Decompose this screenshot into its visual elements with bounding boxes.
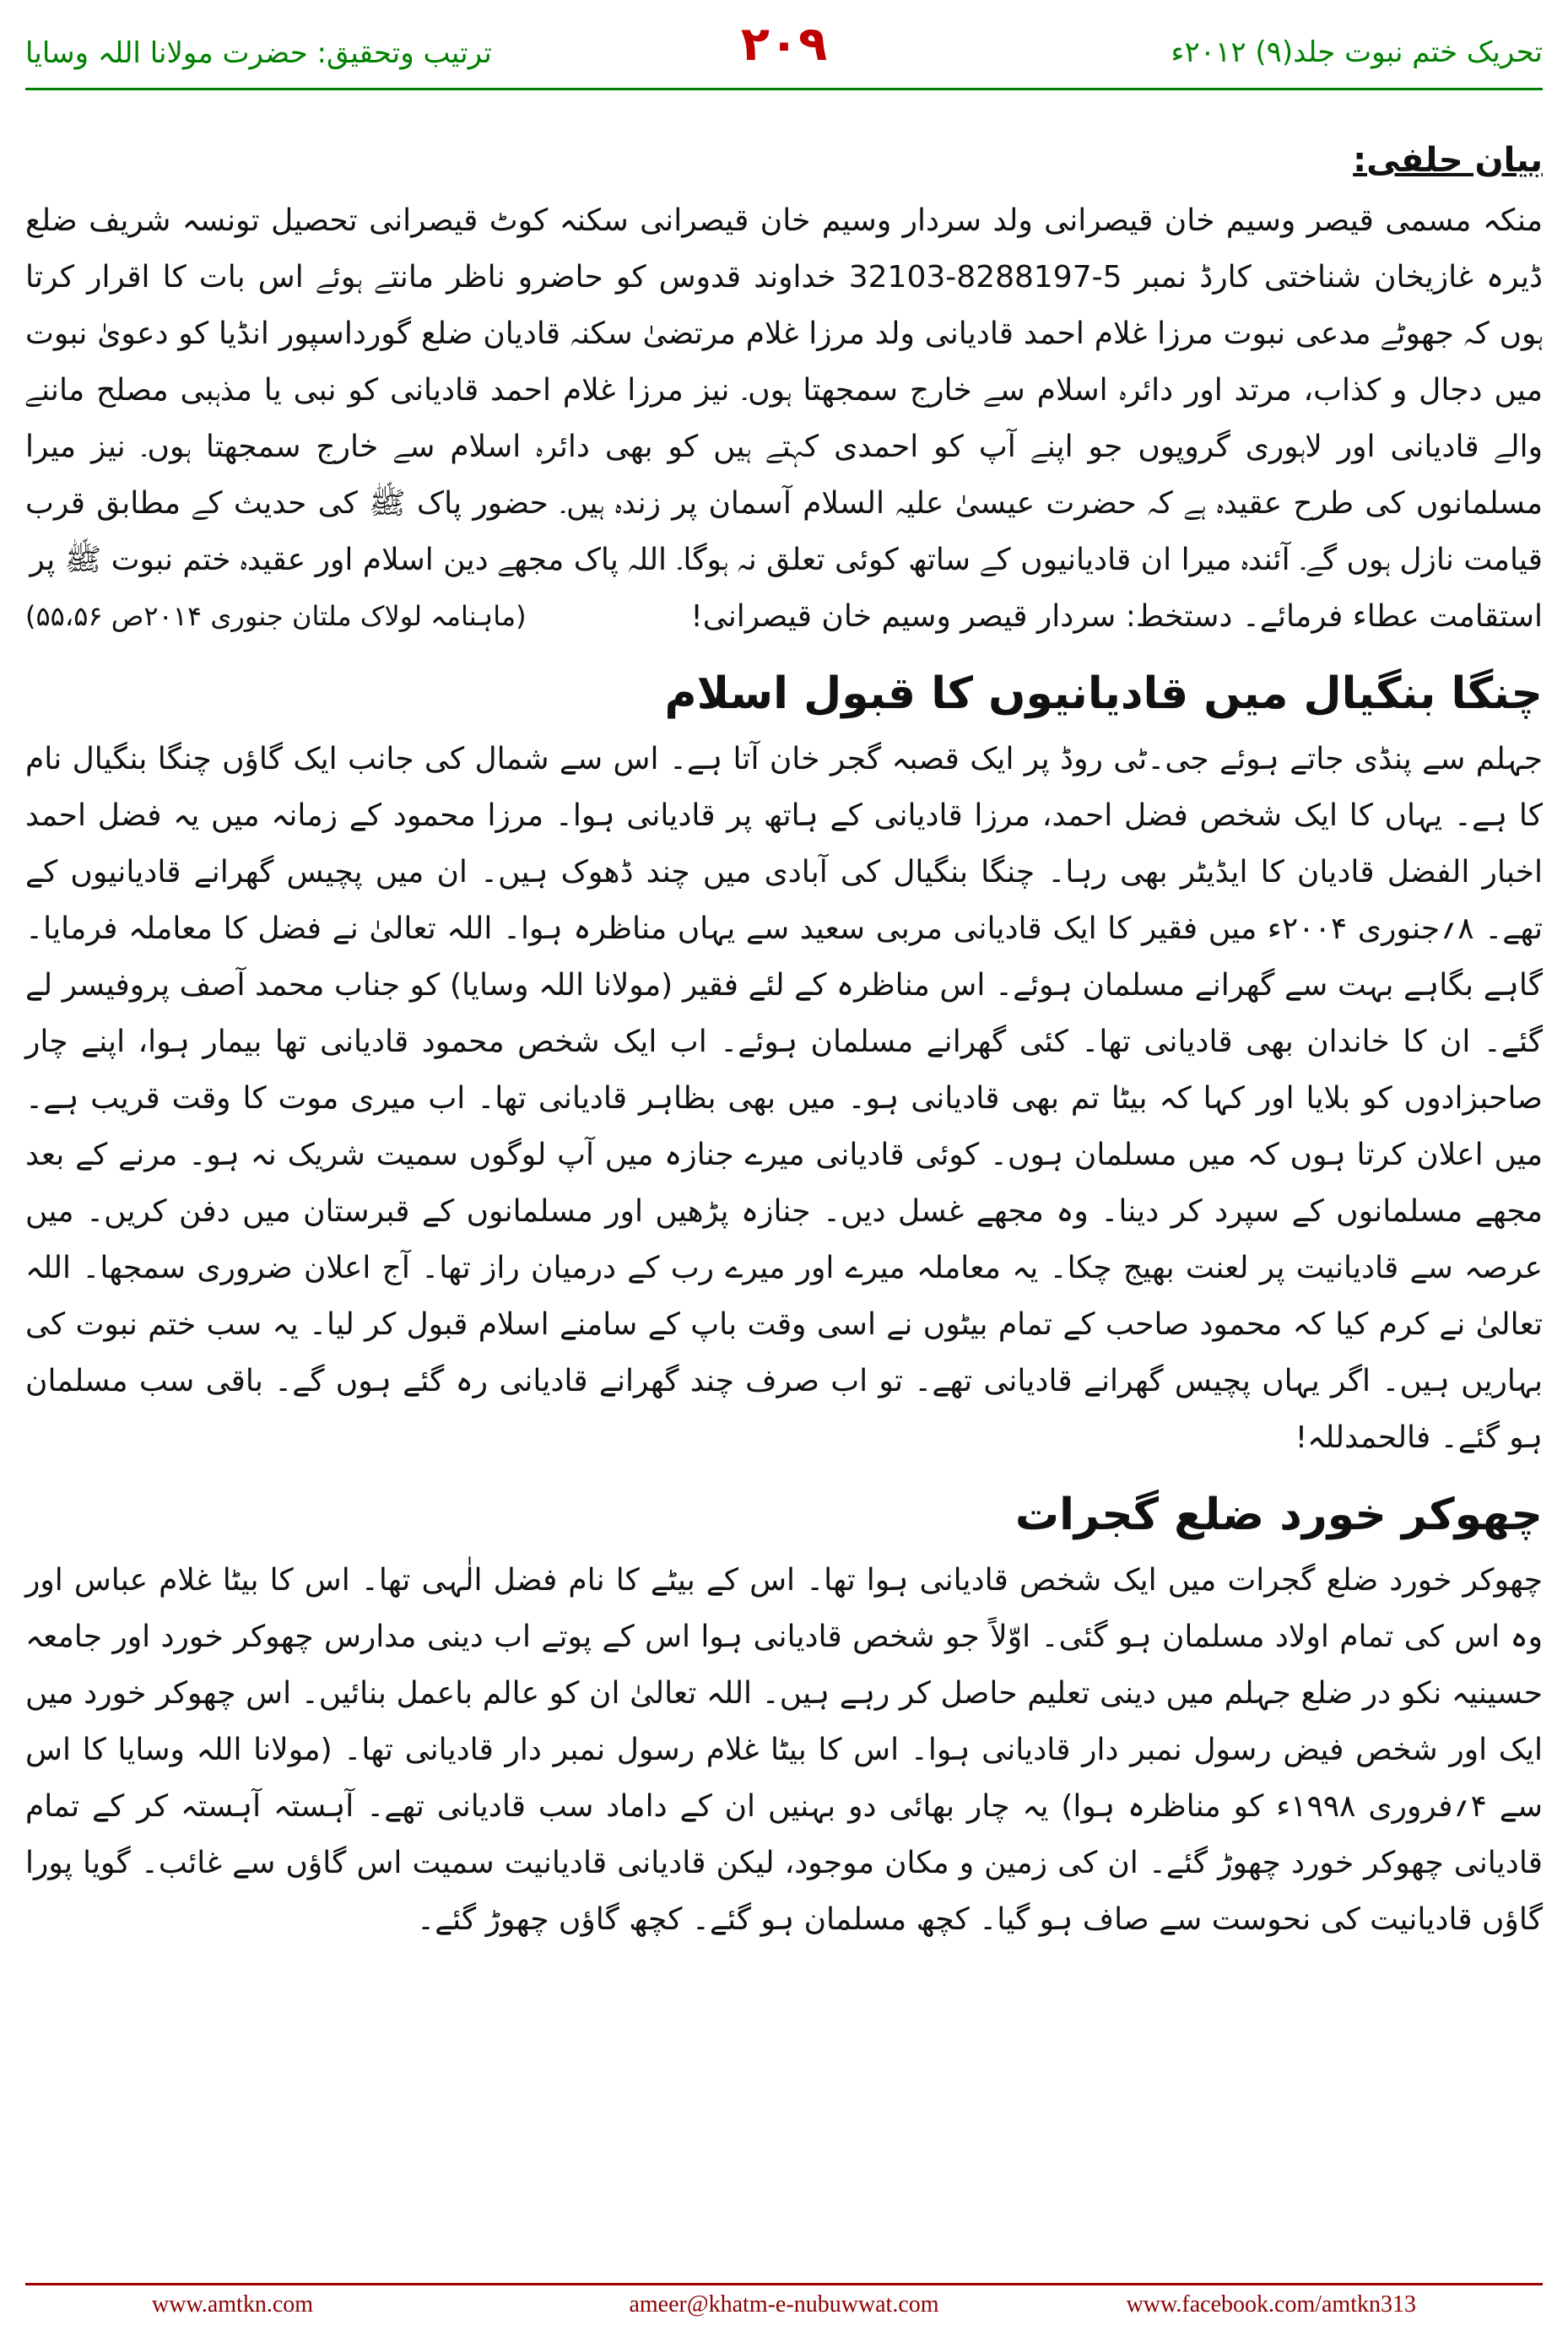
email-link[interactable]: ameer@khatm-e-nubuwwat.com [629, 2291, 939, 2318]
source-reference: (ماہنامہ لولاک ملتان جنوری ۲۰۱۴ص ۵۵،۵۶) [25, 600, 527, 632]
book-title: تحریک ختم نبوت جلد(۹) ۲۰۱۲ء [1171, 35, 1543, 69]
compiler-credit: ترتیب وتحقیق: حضرت مولانا اللہ وسایا [25, 36, 492, 70]
facebook-link[interactable]: www.facebook.com/amtkn313 [1126, 2291, 1416, 2318]
affidavit-paragraph: منکہ مسمی قیصر وسیم خان قیصرانی ولد سردار وسیم خان قیصرانی سکنہ کوٹ قیصرانی تحصیل تونسہ شریف ضلع ڈیرہ غازیخان شناختی کارڈ نمبر 5-8288197-32103 خداوند قدوس کو حاضرو ناظر مانتے ہوئے اس بات کا اقرار کرتا ہوں کہ جھوٹے مدعی نبوت مرزا غلام احمد قادیانی ولد مرزا غلام مرتضیٰ سکنہ قادیان ضلع گورداسپور انڈیا کو دعویٰ نبوت میں دجال و کذاب، مرتد اور دائرہ اسلام سے خارج سمجھتا ہوں۔ نیز مرزا غلام احمد قادیانی کو نبی یا مذہبی مصلح ماننے والے قادیانی اور لاہوری گروپوں جو اپنے آپ کو احمدی کہتے ہیں کو بھی دائرہ اسلام سے خارج سمجھتا ہوں۔ نیز میرا مسلمانوں کی طرح عقیدہ ہے کہ حضرت عیسیٰ علیہ السلام آسمان پر زندہ ہیں۔ حضور پاک ﷺ کی حدیث کے مطابق قرب قیامت نازل ہوں گے۔ آئندہ میرا ان قادیانیوں کے ساتھ کوئی تعلق نہ ہوگا۔ اللہ پاک مجھے دین اسلام اور عقیدہ ختم نبوت ﷺ پر [25, 203, 1543, 577]
page-header [25, 17, 1543, 93]
section-heading-chhokar-khurd: چھوکر خورد ضلع گجرات [1014, 1490, 1543, 1540]
changa-bangial-paragraph: جہلم سے پنڈی جاتے ہوئے جی۔ٹی روڈ پر ایک قصبہ گجر خان آتا ہے۔ اس سے شمال کی جانب ایک گاؤں چنگا بنگیال نام کا ہے۔ یہاں کا ایک شخص فضل احمد، مرزا قادیانی کے ہاتھ پر قادیانی ہوا۔ مرزا محمود کے زمانہ میں یہ فضل احمد اخبار الفضل قادیان کا ایڈیٹر بھی رہا۔ چنگا بنگیال کی آبادی میں چند ڈھوک ہیں۔ ان میں پچیس گھرانے قادیانیوں کے تھے۔ ۸؍جنوری ۲۰۰۴ء میں فقیر کا ایک قادیانی مربی سعید سے یہاں مناظرہ ہوا۔ اللہ تعالیٰ نے فضل کا معاملہ فرمایا۔ گاہے بگاہے بہت سے گھرانے مسلمان ہوئے۔ اس مناظرہ کے لئے فقیر (مولانا اللہ وسایا) کو جناب محمد آصف پروفیسر لے گئے۔ ان کا خاندان بھی قادیانی تھا۔ کئی گھرانے مسلمان ہوئے۔ اب ایک شخص محمود قادیانی تھا بیمار ہوا، اپنے چار صاحبزادوں کو بلایا اور کہا کہ بیٹا تم بھی قادیانی ہو۔ میں بھی بظاہر قادیانی تھا۔ اب میری موت کا وقت قریب ہے۔ میں اعلان کرتا ہوں کہ میں مسلمان ہوں۔ کوئی قادیانی میرے جنازہ میں آپ لوگوں سمیت شریک نہ ہو۔ مرنے کے بعد مجھے مسلمانوں کے سپرد کر دینا۔ وہ مجھے غسل دیں۔ جنازہ پڑھیں اور مسلمانوں کے قبرستان میں دفن کریں۔ میں عرصہ سے قادیانیت پر لعنت بھیج چکا۔ یہ معاملہ میرے اور میرے رب کے درمیان راز تھا۔ آج اعلان ضروری سمجھا۔ اللہ تعالیٰ نے کرم کیا کہ محمود صاحب کے تمام بیٹوں نے اسی وقت باپ کے سامنے اسلام قبول کر لیا۔ یہ سب ختم نبوت کی بہاریں ہیں۔ اگر یہاں پچیس گھرانے قادیانی تھے۔ تو اب صرف چند گھرانے قادیانی رہ گئے ہوں گے۔ باقی سب مسلمان ہو گئے۔ فالحمدللہ! [25, 742, 1543, 1455]
page-number: ۲۰۹ [740, 17, 828, 72]
chhokar-khurd-paragraph: چھوکر خورد ضلع گجرات میں ایک شخص قادیانی ہوا تھا۔ اس کے بیٹے کا نام فضل الٰہی تھا۔ اس کا بیٹا غلام عباس اور وہ اس کی تمام اولاد مسلمان ہو گئی۔ اوّلاً جو شخص قادیانی ہوا اس کے پوتے اب دینی مدارس چھوکر خورد اور جامعہ حسینیہ نکو در ضلع جہلم میں دینی تعلیم حاصل کر رہے ہیں۔ اللہ تعالیٰ ان کو عالم باعمل بنائیں۔ اس چھوکر خورد میں ایک اور شخص فیض رسول نمبر دار قادیانی ہوا۔ اس کا بیٹا غلام رسول نمبر دار قادیانی تھا۔ (مولانا اللہ وسایا کا اس سے ۴؍فروری ۱۹۹۸ء کو مناظرہ ہوا) یہ چار بھائی دو بہنیں ان کے داماد سب قادیانی تھے۔ آہستہ آہستہ کر کے تمام قادیانی چھوکر خورد چھوڑ گئے۔ ان کی زمین و مکان موجود، لیکن قادیانی قادیانیت سمیت اس گاؤں سے غائب۔ گویا پورا گاؤں قادیانیت کی نحوست سے صاف ہو گیا۔ کچھ مسلمان ہو گئے۔ کچھ گاؤں چھوڑ گئے۔ [25, 1563, 1544, 1937]
affidavit-signature: استقامت عطاء فرمائے۔ دستخط: سردار قیصر وسیم خان قیصرانی! [690, 599, 1543, 634]
footer-divider [25, 2283, 1543, 2285]
page-footer [25, 2283, 1543, 2325]
website-link[interactable]: www.amtkn.com [152, 2291, 314, 2318]
header-divider [25, 88, 1543, 90]
article-body [25, 135, 1543, 1948]
affidavit-heading: بیان حلفی: [1353, 141, 1543, 180]
affidavit-closing-line [25, 588, 1543, 645]
section-heading-changa-bangial: چنگا بنگیال میں قادیانیوں کا قبول اسلام [664, 668, 1543, 719]
